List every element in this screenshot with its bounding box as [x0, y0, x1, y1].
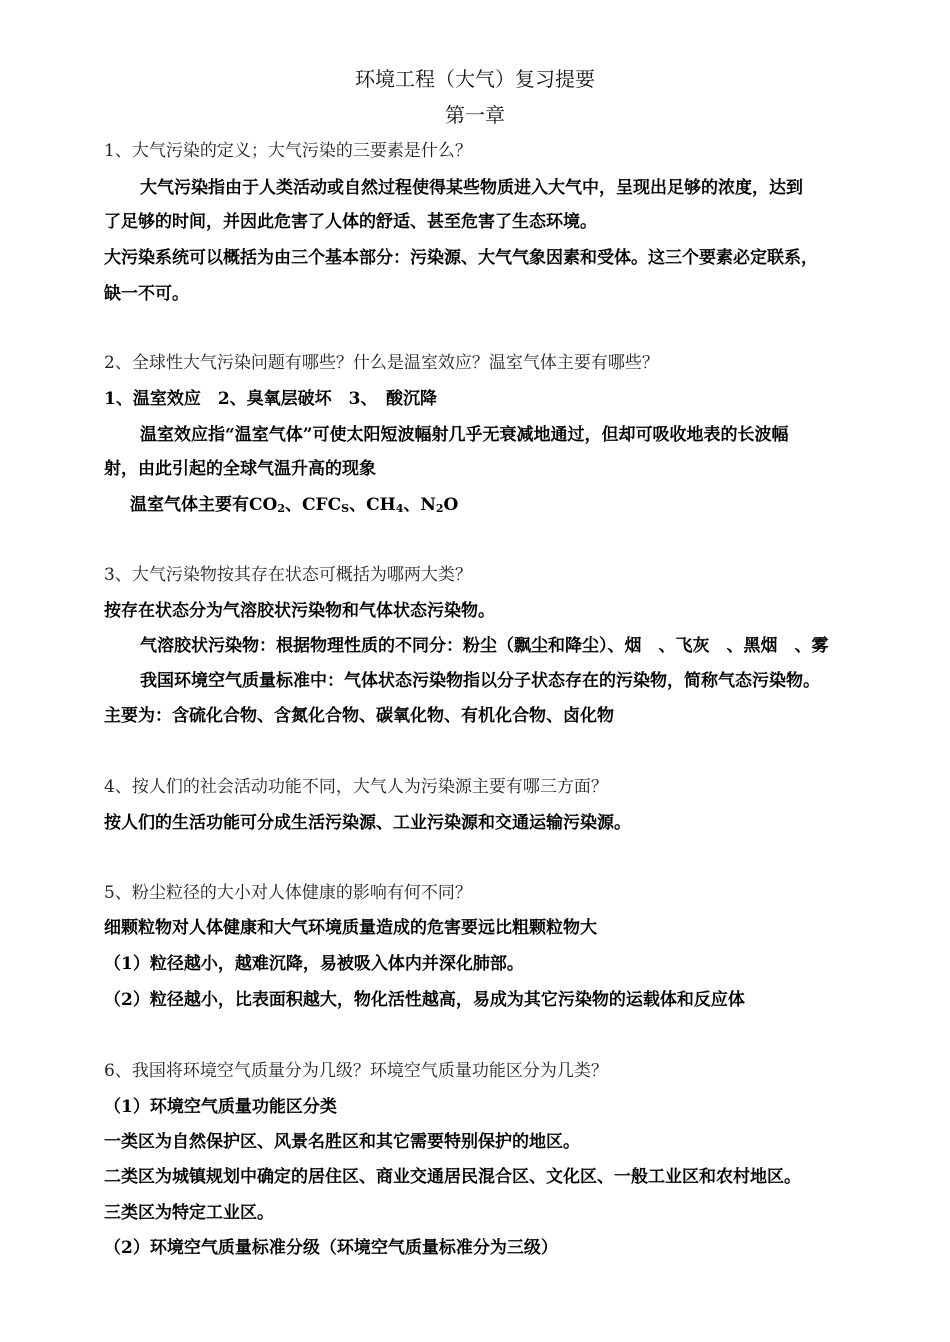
answer-5: 细颗粒物对人体健康和大气环境质量造成的危害要远比粗颗粒物大 — [104, 918, 597, 938]
answer-2-definition-line-1: 温室效应指“温室气体”可使太阳短波幅射几乎无衰减地通过，但却可吸收地表的长波幅 — [140, 425, 789, 445]
answer-6-class-3: 三类区为特定工业区。 — [104, 1203, 274, 1223]
question-2: 2、全球性大气污染问题有哪些？什么是温室效应？温室气体主要有哪些？ — [104, 353, 659, 373]
answer-3: 按存在状态分为气溶胶状污染物和气体状态污染物。 — [104, 601, 495, 621]
answer-1-line-3: 大污染系统可以概括为由三个基本部分：污染源、大气气象因素和受体。这三个要素必定联系， — [104, 248, 818, 268]
answer-1-line-2: 了足够的时间，并因此危害了人体的舒适、甚至危害了生态环境。 — [104, 212, 597, 232]
document-title: 环境工程（大气）复习提要 — [355, 67, 595, 91]
gas-ch4: $CH_4$ — [366, 495, 404, 515]
answer-1-line-1: 大气污染指由于人类活动或自然过程使得某些物质进入大气中，呈现出足够的浓度，达到 — [140, 178, 803, 198]
answer-6-class-1: 一类区为自然保护区、风景名胜区和其它需要特别保护的地区。 — [104, 1132, 580, 1152]
chapter-heading: 第一章 — [445, 103, 505, 127]
answer-2-list: 1、温室效应 2、臭氧层破坏 3、 酸沉降 — [104, 389, 437, 409]
answer-2-gases: 温室气体主要有$CO_2$、$CFC_S$、$CH_4$、$N_2O$ — [130, 495, 459, 515]
answer-2-definition-line-2: 射，由此引起的全球气温升高的现象 — [104, 459, 376, 479]
answer-6-heading-1: （1）环境空气质量功能区分类 — [104, 1097, 337, 1117]
answer-3-gas-line-2: 主要为：含硫化合物、含氮化合物、碳氧化物、有机化合物、卤化物 — [104, 706, 614, 726]
answer-6-class-2: 二类区为城镇规划中确定的居住区、商业交通居民混合区、文化区、一般工业区和农村地区。 — [104, 1167, 801, 1187]
answer-5-point-1: （1）粒径越小，越难沉降，易被吸入体内并深化肺部。 — [104, 954, 524, 974]
question-4: 4、按人们的社会活动功能不同，大气人为污染源主要有哪三方面？ — [104, 777, 608, 797]
answer-4: 按人们的生活功能可分成生活污染源、工业污染源和交通运输污染源。 — [104, 813, 631, 833]
answer-1-line-4: 缺一不可。 — [104, 284, 189, 304]
gas-co2: $CO_2$ — [249, 495, 285, 515]
question-5: 5、粉尘粒径的大小对人体健康的影响有何不同？ — [104, 883, 472, 903]
question-6: 6、我国将环境空气质量分为几级？环境空气质量功能区分为几类？ — [104, 1061, 608, 1081]
answer-3-gas-line-1: 我国环境空气质量标准中：气体状态污染物指以分子状态存在的污染物，简称气态污染物。 — [140, 671, 820, 691]
gas-n2o: $N_2O$ — [420, 495, 459, 515]
answer-5-point-2: （2）粒径越小，比表面积越大，物化活性越高，易成为其它污染物的运载体和反应体 — [104, 990, 745, 1010]
gas-cfcs: $CFC_S$ — [302, 495, 350, 515]
answer-3-aerosol: 气溶胶状污染物：根据物理性质的不同分：粉尘（飘尘和降尘）、烟 、飞灰 、黑烟 、雾 — [140, 636, 829, 656]
question-1: 1、大气污染的定义；大气污染的三要素是什么？ — [104, 141, 472, 161]
question-3: 3、大气污染物按其存在状态可概括为哪两大类？ — [104, 565, 472, 585]
answer-6-heading-2: （2）环境空气质量标准分级（环境空气质量标准分为三级） — [104, 1238, 558, 1258]
gases-prefix: 温室气体主要有 — [130, 495, 249, 515]
